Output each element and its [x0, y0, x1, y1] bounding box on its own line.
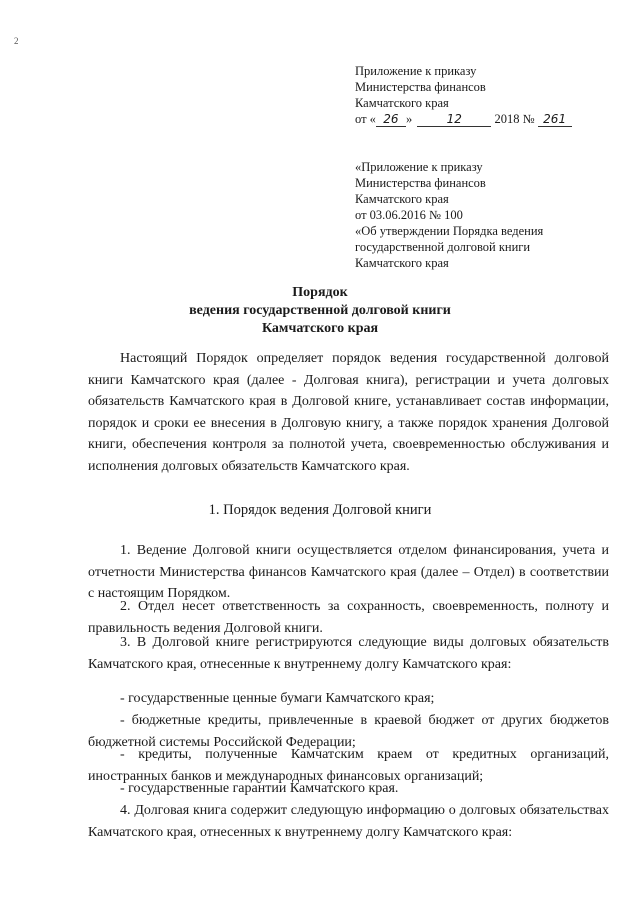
- date-day: 26: [376, 113, 406, 127]
- stamp-line: от 03.06.2016 № 100: [355, 208, 463, 222]
- stamp-line: Камчатского края: [355, 192, 449, 206]
- stamp-line: Приложение к приказу: [355, 64, 477, 78]
- stamp-line: «Приложение к приказу: [355, 160, 483, 174]
- date-year: 2018 №: [494, 112, 535, 126]
- date-quote: »: [405, 112, 413, 126]
- date-prefix: от «: [355, 112, 376, 126]
- stamp-line: государственной долговой книги: [355, 240, 531, 254]
- title-line: Порядок: [292, 285, 348, 300]
- paragraph-2: 2. Отдел несет ответственность за сохранность, своевременность, полноту и правильность ведения Долговой книги.: [88, 599, 609, 636]
- stamp-line: Камчатского края: [355, 256, 449, 270]
- list-item: - государственные ценные бумаги Камчатского края;: [120, 691, 435, 706]
- margin-mark: 2: [14, 36, 19, 46]
- title-line: Камчатского края: [261, 321, 379, 336]
- date-month: 12: [417, 113, 491, 127]
- list-item: - государственные гарантии Камчатского края.: [120, 781, 399, 796]
- paragraph-4: 4. Долговая книга содержит следующую информацию о долговых обязательствах Камчатского края, отнесенных к внутреннему долгу Камчатского края:: [88, 803, 609, 840]
- stamp-date-line: [355, 111, 572, 127]
- paragraph-3: 3. В Долговой книге регистрируются следующие виды долговых обязательств Камчатского края, отнесенные к внутреннему долгу Камчатского края:: [88, 635, 609, 672]
- document-title: [0, 284, 640, 338]
- intro-paragraph: Настоящий Порядок определяет порядок ведения государственной долговой книги Камчатского края (далее - Долговая книга), регистрации и учета долговых обязательств Камчатского края в Долговой книге, устанавливает состав информации, порядок и сроки ее внесения в Долговую книгу, а также порядок хранения Долговой книги, обеспечения контроля за полнотой учета, своевременностью обслуживания и исполнения долговых обязательств Камчатского края.: [88, 351, 609, 474]
- section-heading: 1. Порядок ведения Долговой книги: [208, 502, 432, 518]
- paragraph-1: 1. Ведение Долговой книги осуществляется отделом финансирования, учета и отчетности Министерства финансов Камчатского края (далее – Отдел) в соответствии с настоящим Порядком.: [88, 543, 609, 601]
- previous-order-stamp: [355, 159, 543, 271]
- order-number: 261: [538, 113, 572, 127]
- list-item: - бюджетные кредиты, привлеченные в краевой бюджет от других бюджетов бюджетной системы Российской Федерации;: [88, 713, 609, 750]
- order-attachment-stamp: [355, 63, 572, 127]
- stamp-line: Камчатского края: [355, 96, 449, 110]
- stamp-line: Министерства финансов: [355, 80, 486, 94]
- title-line: ведения государственной долговой книги: [189, 303, 451, 318]
- list-item: - кредиты, полученные Камчатским краем от кредитных организаций, иностранных банков и международных финансовых организаций;: [88, 747, 609, 784]
- stamp-line: «Об утверждении Порядка ведения: [355, 224, 544, 238]
- stamp-line: Министерства финансов: [355, 176, 486, 190]
